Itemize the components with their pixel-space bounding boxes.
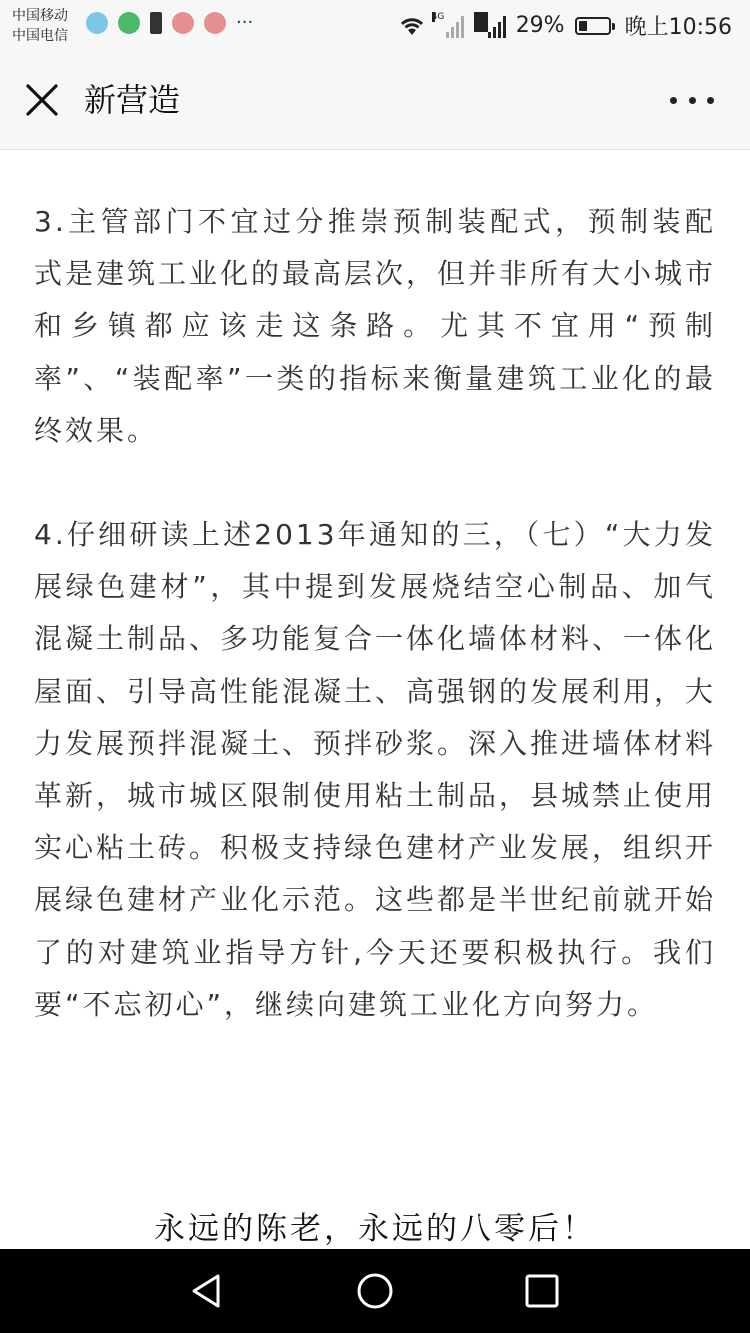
battery-icon xyxy=(575,17,611,35)
back-button[interactable] xyxy=(188,1271,228,1311)
more-options-button[interactable] xyxy=(670,86,714,114)
carrier-info xyxy=(12,6,68,46)
recents-square-icon xyxy=(522,1271,562,1311)
more-notifications-icon: ··· xyxy=(236,12,254,33)
more-dot-icon xyxy=(707,97,714,104)
back-triangle-icon xyxy=(188,1271,228,1311)
header-bar xyxy=(0,50,750,150)
weibo-icon-2 xyxy=(204,12,226,34)
battery-app-icon xyxy=(150,12,162,34)
closing-line: 永远的陈老，永远的八零后！ xyxy=(154,1211,596,1247)
home-button[interactable] xyxy=(355,1271,395,1311)
more-dot-icon xyxy=(670,97,677,104)
battery-percent: 29% xyxy=(515,13,565,38)
carrier-2: 中国电信 xyxy=(12,28,68,44)
network-label-1: 4G xyxy=(431,11,445,22)
qq-icon xyxy=(86,12,108,34)
signal-icon-4g xyxy=(431,11,464,38)
carrier-1: 中国移动 xyxy=(12,8,68,24)
more-dot-icon xyxy=(689,97,696,104)
close-button[interactable] xyxy=(20,78,64,122)
recents-button[interactable] xyxy=(522,1271,562,1311)
home-circle-icon xyxy=(355,1271,395,1311)
close-icon xyxy=(20,78,64,122)
clock: 晚上10:56 xyxy=(624,15,732,40)
battery-fill xyxy=(579,21,587,31)
system-navigation-bar xyxy=(0,1249,750,1333)
weibo-icon xyxy=(172,12,194,34)
article-paragraph-3: 3.主管部门不宜过分推崇预制装配式，预制装配式是建筑工业化的最高层次，但并非所有大小城市和乡镇都应该走这条路。尤其不宜用“预制率”、“装配率”一类的指标来衡量建筑工业化的最终效果。 xyxy=(34,205,717,447)
wifi-icon xyxy=(398,15,426,37)
notification-icons xyxy=(86,12,253,34)
article-paragraph-4: 4.仔细研读上述2013年通知的三，（七）“大力发展绿色建材”，其中提到发展烧结空心制品、加气混凝土制品、多功能复合一体化墙体材料、一体化屋面、引导高性能混凝土、高强钢的发展利用，大力发展预拌混凝土、预拌砂浆。深入推进墙体材料革新，城市城区限制使用粘土制品，县城禁止使用实心粘土砖。积极支持绿色建材产业发展，组织开展绿色建材产业化示范。这些都是半世纪前就开始了的对建筑业指导方针,今天还要积极执行。我们要“不忘初心”，继续向建筑工业化方向努力。 xyxy=(34,518,717,1021)
status-right xyxy=(398,10,732,41)
article-body xyxy=(34,196,716,1031)
signal-icon-3g xyxy=(473,11,506,38)
browser-icon xyxy=(118,12,140,34)
network-label-2: 3G 2G xyxy=(473,11,487,32)
status-bar xyxy=(0,0,750,50)
page-title: 新营造 xyxy=(84,81,181,119)
